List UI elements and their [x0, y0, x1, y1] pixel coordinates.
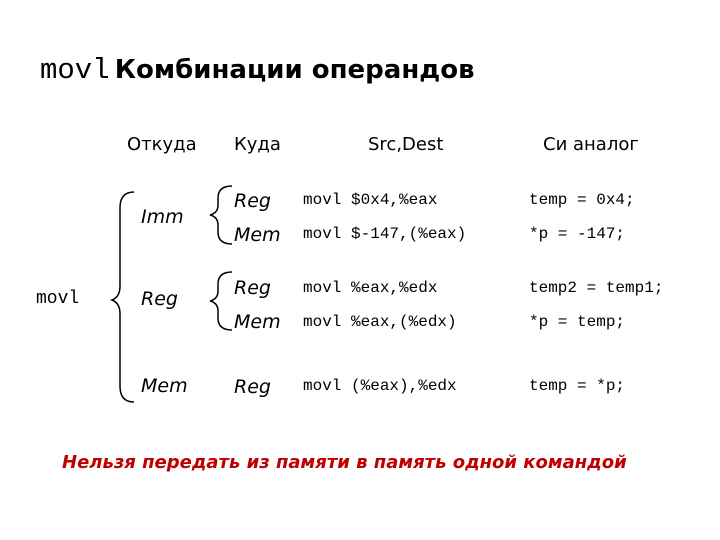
instruction-label: movl — [36, 289, 80, 309]
asm-row-3: movl %eax,%edx — [303, 279, 438, 297]
asm-row-2: movl $-147,(%eax) — [303, 225, 467, 243]
source-mem: Mem — [141, 375, 188, 397]
asm-row-5: movl (%eax),%edx — [303, 377, 457, 395]
c-row-1: temp = 0x4; — [529, 191, 635, 209]
dest-row-1: Reg — [234, 190, 271, 212]
source-reg: Reg — [141, 288, 178, 310]
dest-row-5: Reg — [234, 376, 271, 398]
memory-note: Нельзя передать из памяти в память одной командой — [62, 452, 627, 473]
asm-row-4: movl %eax,(%edx) — [303, 313, 457, 331]
c-row-5: temp = *p; — [529, 377, 626, 395]
outer-brace — [112, 192, 134, 402]
dest-row-4: Mem — [234, 311, 281, 333]
title-text: Комбинации операндов — [114, 55, 475, 85]
c-row-4: *p = temp; — [529, 313, 626, 331]
header-to: Куда — [234, 134, 281, 155]
header-c-analog: Си аналог — [543, 134, 639, 155]
dest-row-3: Reg — [234, 277, 271, 299]
c-row-3: temp2 = temp1; — [529, 279, 664, 297]
title-mono: movl — [40, 54, 110, 87]
c-row-2: *p = -147; — [529, 225, 626, 243]
asm-row-1: movl $0x4,%eax — [303, 191, 438, 209]
source-imm: Imm — [141, 206, 184, 228]
brace-imm — [210, 186, 232, 244]
header-srcdest: Src,Dest — [368, 134, 444, 155]
dest-row-2: Mem — [234, 224, 281, 246]
header-from: Откуда — [127, 134, 197, 155]
brace-reg — [210, 272, 232, 330]
